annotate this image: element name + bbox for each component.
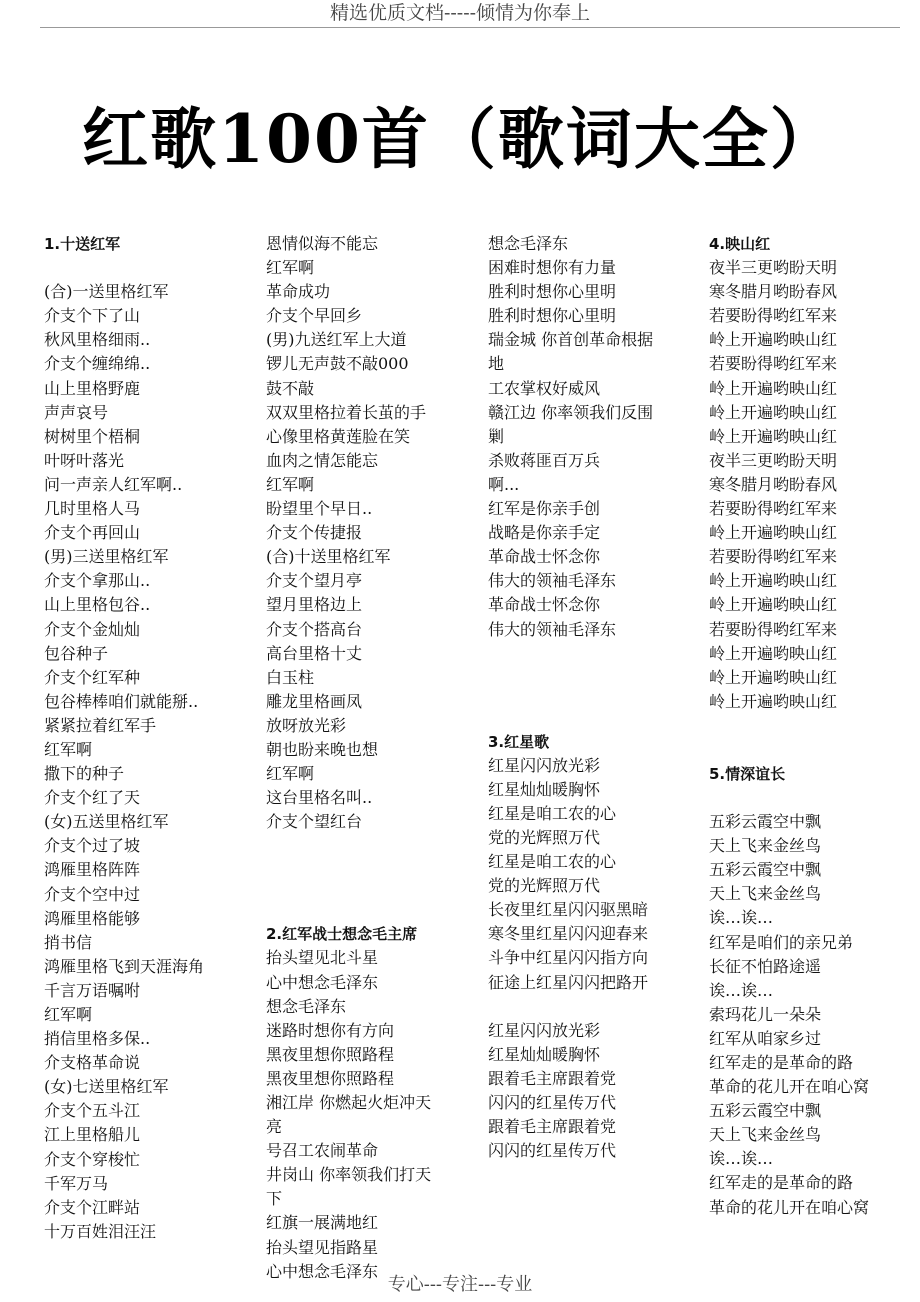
lyric-line: 井岗山 你率领我们打天 <box>266 1165 432 1185</box>
lyric-line: 胜利时想你心里明 <box>488 306 617 326</box>
lyric-line: 几时里格人马 <box>44 499 141 519</box>
lyric-line: 夜半三更哟盼天明 <box>709 258 838 278</box>
lyric-line: 雕龙里格画凤 <box>266 691 363 711</box>
lyric-line: 五彩云霞空中飘 <box>709 860 822 880</box>
lyric-line: 杀败蒋匪百万兵 <box>488 450 601 470</box>
lyric-line: 白玉柱 <box>266 667 315 687</box>
lyric-line: 黑夜里想你照路程 <box>266 1068 395 1088</box>
lyrics-column-3 <box>488 232 696 1163</box>
lyric-line: (男)九送红军上大道 <box>266 330 407 350</box>
lyric-line: 树树里个梧桐 <box>44 426 141 446</box>
lyric-line: 寒冬腊月哟盼春风 <box>709 474 838 494</box>
lyric-line: 岭上开遍哟映山红 <box>709 378 838 398</box>
lyric-line: 十万百姓泪汪汪 <box>44 1221 157 1241</box>
lyric-line: 千军万马 <box>44 1173 109 1193</box>
lyric-line: 红军啊 <box>266 258 315 278</box>
lyric-line: 天上飞来金丝鸟 <box>709 884 822 904</box>
lyric-line: 红军是咱们的亲兄弟 <box>709 932 854 952</box>
lyric-line: 山上里格野鹿 <box>44 378 141 398</box>
lyric-line: 盼望里个早日.. <box>266 499 373 519</box>
lyric-line: 放呀放光彩 <box>266 715 347 735</box>
lyric-line: 岭上开遍哟映山红 <box>709 426 838 446</box>
lyric-line: 包谷种子 <box>44 643 109 663</box>
lyric-line: 斗争中红星闪闪指方向 <box>488 948 649 968</box>
lyric-line: 锣儿无声鼓不敲000 <box>266 354 409 374</box>
lyric-line: 革命的花儿开在咱心窝 <box>709 1197 870 1217</box>
lyric-line: 介支个缠绵绵.. <box>44 354 151 374</box>
lyric-line: 啊... <box>488 474 520 494</box>
lyric-line: 想念毛泽东 <box>266 996 347 1016</box>
lyrics-column-2 <box>266 232 474 1284</box>
lyric-line: 岭上开遍哟映山红 <box>709 571 838 591</box>
lyric-line: 若要盼得哟红军来 <box>709 499 838 519</box>
lyric-line: 介支格革命说 <box>44 1053 141 1073</box>
lyric-line: 红星是咱工农的心 <box>488 803 617 823</box>
lyric-line: (合)一送里格红军 <box>44 282 169 302</box>
lyric-line: 战略是你亲手定 <box>488 523 601 543</box>
song-heading: 2.红军战士想念毛主席 <box>266 925 418 944</box>
lyric-line: 迷路时想你有方向 <box>266 1020 395 1040</box>
lyric-line: 岭上开遍哟映山红 <box>709 595 838 615</box>
lyric-line: 红星是咱工农的心 <box>488 852 617 872</box>
lyrics-column-4 <box>709 232 917 1220</box>
lyric-line: (女)五送里格红军 <box>44 812 169 832</box>
lyric-line: 红星闪闪放光彩 <box>488 755 601 775</box>
lyric-line: 介支个搭高台 <box>266 619 363 639</box>
lyric-line: 抬头望见指路星 <box>266 1237 379 1257</box>
section-spacer <box>488 642 696 730</box>
song-heading: 3.红星歌 <box>488 732 550 751</box>
page-footer: 专心---专注---专业 <box>387 1274 533 1295</box>
lyric-line: 心像里格黄莲脸在笑 <box>266 426 411 446</box>
lyric-line: 红星灿灿暖胸怀 <box>488 779 601 799</box>
lyric-line: 征途上红星闪闪把路开 <box>488 972 649 992</box>
lyric-line: 介支个空中过 <box>44 884 141 904</box>
lyric-line: 下 <box>266 1189 283 1209</box>
lyric-line: 若要盼得哟红军来 <box>709 354 838 374</box>
lyric-line: 声声哀号 <box>44 402 109 422</box>
lyric-line: 若要盼得哟红军来 <box>709 619 838 639</box>
lyric-line: 胜利时想你心里明 <box>488 282 617 302</box>
lyric-line: 撒下的种子 <box>44 764 125 784</box>
lyric-line: 长夜里红星闪闪驱黑暗 <box>488 900 649 920</box>
stanza-spacer <box>709 786 917 810</box>
lyric-line: (女)七送里格红军 <box>44 1077 169 1097</box>
section-spacer <box>709 714 917 762</box>
lyric-line: 岭上开遍哟映山红 <box>709 691 838 711</box>
lyric-line: 五彩云霞空中飘 <box>709 1101 822 1121</box>
stanza-spacer <box>488 995 696 1019</box>
lyric-line: 红军啊 <box>44 739 93 759</box>
lyric-line: 抬头望见北斗星 <box>266 948 379 968</box>
lyric-line: 介支个传捷报 <box>266 523 363 543</box>
lyric-line: 号召工农闹革命 <box>266 1141 379 1161</box>
lyric-line: 寒冬里红星闪闪迎春来 <box>488 924 649 944</box>
lyric-line: 红军啊 <box>266 764 315 784</box>
lyric-line: 介支个再回山 <box>44 523 141 543</box>
lyric-line: 叶呀叶落光 <box>44 450 125 470</box>
lyric-line: 长征不怕路途遥 <box>709 956 822 976</box>
song-heading: 4.映山红 <box>709 235 771 253</box>
lyric-line: 红军走的是革命的路 <box>709 1053 854 1072</box>
lyric-line: 党的光辉照万代 <box>488 876 601 896</box>
lyric-line: 红星闪闪放光彩 <box>488 1020 601 1040</box>
lyric-line: 岭上开遍哟映山红 <box>709 523 838 543</box>
lyric-line: 岭上开遍哟映山红 <box>709 330 838 350</box>
lyric-line: 诶…诶… <box>709 908 774 928</box>
lyric-line: 介支个红了天 <box>44 788 141 808</box>
lyric-line: 秋风里格细雨.. <box>44 330 151 350</box>
lyric-line: 鸿雁里格能够 <box>44 908 141 928</box>
lyric-line: 山上里格包谷.. <box>44 595 151 615</box>
lyric-line: 鸿雁里格飞到天涯海角 <box>44 956 205 976</box>
lyric-line: 岭上开遍哟映山红 <box>709 667 838 687</box>
lyric-line: 包谷棒棒咱们就能掰.. <box>44 691 199 711</box>
lyric-line: 寒冬腊月哟盼春风 <box>709 282 838 302</box>
lyric-line: 红星灿灿暖胸怀 <box>488 1044 601 1064</box>
lyric-line: 赣江边 你率领我们反围 <box>488 402 654 422</box>
lyric-line: 介支个江畔站 <box>44 1197 141 1217</box>
section-spacer <box>266 834 474 922</box>
lyric-line: 革命战士怀念你 <box>488 547 601 567</box>
lyric-line: 五彩云霞空中飘 <box>709 812 822 832</box>
lyric-line: 介支个五斗江 <box>44 1101 141 1121</box>
lyric-line: 亮 <box>266 1117 283 1137</box>
lyric-line: 黑夜里想你照路程 <box>266 1044 395 1064</box>
lyric-line: 紧紧拉着红军手 <box>44 715 157 735</box>
lyric-line: 望月里格边上 <box>266 595 363 615</box>
lyric-line: 地 <box>488 354 505 374</box>
lyric-line: 红军从咱家乡过 <box>709 1028 822 1048</box>
lyric-line: 夜半三更哟盼天明 <box>709 450 838 470</box>
lyric-line: 湘江岸 你燃起火炬冲天 <box>266 1093 432 1112</box>
stanza-spacer <box>44 256 252 280</box>
lyric-line: 红军是你亲手创 <box>488 499 601 519</box>
lyric-line: 工农掌权好威风 <box>488 378 601 398</box>
lyric-line: 双双里格拉着长茧的手 <box>266 402 427 422</box>
lyric-line: 介支个下了山 <box>44 306 141 326</box>
lyric-line: 捎书信 <box>44 932 93 952</box>
lyric-line: 介支个过了坡 <box>44 836 141 856</box>
lyric-line: 诶…诶… <box>709 980 774 1000</box>
song-heading: 1.十送红军 <box>44 235 121 253</box>
lyric-line: 朝也盼来晚也想 <box>266 739 379 759</box>
lyric-line: 闪闪的红星传万代 <box>488 1141 617 1161</box>
lyric-line: 介支个穿梭忙 <box>44 1149 141 1169</box>
lyric-line: 介支个红军种 <box>44 667 141 687</box>
lyric-line: 介支个拿那山.. <box>44 571 151 591</box>
lyric-line: 红军啊 <box>44 1005 93 1024</box>
lyric-line: 高台里格十丈 <box>266 643 363 663</box>
lyric-line: 剿 <box>488 426 505 446</box>
lyric-line: 革命战士怀念你 <box>488 595 601 615</box>
lyric-line: 红旗一展满地红 <box>266 1213 379 1233</box>
lyric-line: 困难时想你有力量 <box>488 258 617 278</box>
lyric-line: 跟着毛主席跟着党 <box>488 1068 617 1088</box>
lyric-line: 鼓不敲 <box>266 378 315 398</box>
header-divider <box>40 27 900 28</box>
lyric-line: 天上飞来金丝鸟 <box>709 1125 822 1145</box>
lyric-line: 捎信里格多保.. <box>44 1029 151 1049</box>
lyric-line: 革命的花儿开在咱心窝 <box>709 1077 870 1097</box>
lyric-line: 这台里格名叫.. <box>266 788 373 808</box>
page-header: 精选优质文档-----倾情为你奉上 <box>329 2 591 24</box>
lyric-line: 伟大的领袖毛泽东 <box>488 619 617 639</box>
lyric-line: 心中想念毛泽东 <box>266 1261 379 1281</box>
lyric-line: 介支个早回乡 <box>266 306 363 326</box>
lyric-line: 介支个望红台 <box>266 812 363 832</box>
song-heading: 5.情深谊长 <box>709 764 786 783</box>
lyric-line: 革命成功 <box>266 282 331 302</box>
lyrics-column-1 <box>44 232 252 1244</box>
lyric-line: 心中想念毛泽东 <box>266 972 379 992</box>
lyric-line: 血肉之情怎能忘 <box>266 450 379 470</box>
lyric-line: (男)三送里格红军 <box>44 547 169 567</box>
lyric-line: 岭上开遍哟映山红 <box>709 402 838 422</box>
lyric-line: 介支个金灿灿 <box>44 619 141 639</box>
lyric-line: 鸿雁里格阵阵 <box>44 860 141 880</box>
lyric-line: 闪闪的红星传万代 <box>488 1093 617 1112</box>
lyric-line: 伟大的领袖毛泽东 <box>488 571 617 591</box>
lyric-line: 问一声亲人红军啊.. <box>44 474 183 494</box>
lyric-line: 党的光辉照万代 <box>488 827 601 847</box>
lyric-line: (合)十送里格红军 <box>266 547 391 567</box>
lyric-line: 江上里格船儿 <box>44 1125 141 1145</box>
lyric-line: 跟着毛主席跟着党 <box>488 1117 617 1137</box>
lyric-line: 千言万语嘱咐 <box>44 980 141 1000</box>
lyric-line: 若要盼得哟红军来 <box>709 306 838 326</box>
lyric-line: 红军啊 <box>266 474 315 494</box>
lyric-line: 若要盼得哟红军来 <box>709 547 838 567</box>
lyric-line: 红军走的是革命的路 <box>709 1173 854 1193</box>
lyric-line: 想念毛泽东 <box>488 234 569 253</box>
lyric-line: 恩情似海不能忘 <box>266 234 379 253</box>
lyric-line: 诶…诶… <box>709 1149 774 1169</box>
lyric-line: 索玛花儿一朵朵 <box>709 1004 822 1024</box>
lyric-line: 天上飞来金丝鸟 <box>709 836 822 856</box>
lyric-line: 介支个望月亭 <box>266 571 363 591</box>
lyric-line: 瑞金城 你首创革命根据 <box>488 330 654 350</box>
document-title: 红歌100首（歌词大全） <box>82 100 838 178</box>
lyric-line: 岭上开遍哟映山红 <box>709 643 838 663</box>
